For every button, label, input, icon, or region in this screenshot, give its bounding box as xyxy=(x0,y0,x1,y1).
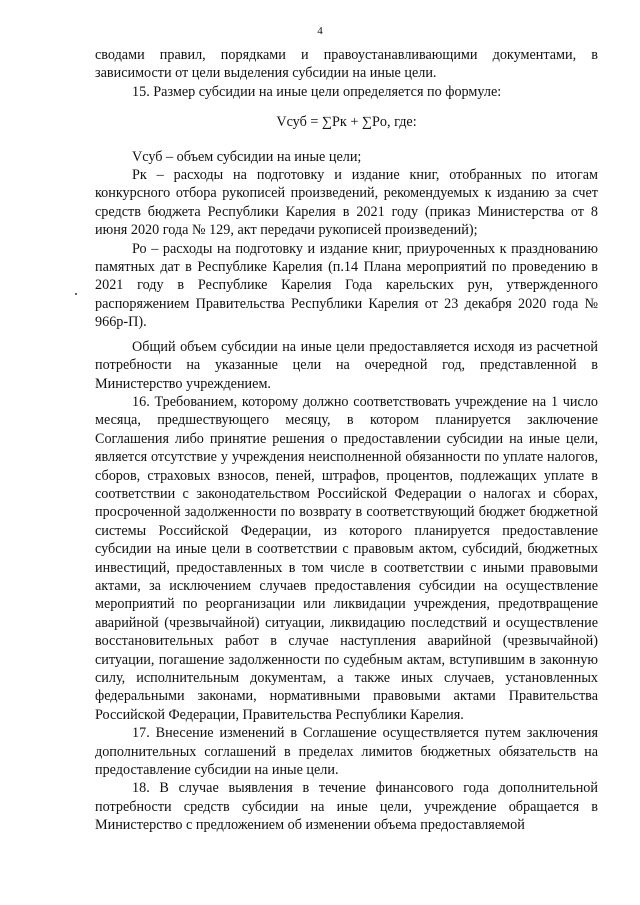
definition-ro: Ро – расходы на подготовку и издание книг, приуроченных к празднованию памятных дат в Республике Карелия (п.14 Плана мероприятий по проведению в 2021 году в Республике Карелия Года карельских рун, утвержденного распоряжением Правительства Республики Карелия от 23 декабря 2020 года № 966р-П). xyxy=(95,240,598,331)
paragraph-continuation: сводами правил, порядками и правоустанавливающими документами, в зависимости от цели выделения субсидии на иные цели. xyxy=(95,47,598,82)
subsidy-formula: Vсуб = ∑Pк + ∑Pо, где: xyxy=(276,114,417,131)
scan-mark xyxy=(75,293,77,295)
definition-rk: Рк – расходы на подготовку и издание книг, отобранных по итогам конкурсного отбора рукописей произведений, рекомендуемых к изданию за счет средств бюджета Республики Карелия в 2021 году (приказ Министерства от 8 июня 2020 года № 129, акт передачи рукописей произведений); xyxy=(95,167,598,239)
paragraph-total-volume: Общий объем субсидии на иные цели предоставляется исходя из расчетной потребности на указанные цели на очередной год, представленной в Министерство учреждением. xyxy=(95,338,598,392)
paragraph-15: 15. Размер субсидии на иные цели определяется по формуле: xyxy=(132,83,502,100)
paragraph-18: 18. В случае выявления в течение финансового года дополнительной потребности средств субсидии на иные цели, учреждение обращается в Министерство с предложением об изменении объема предоставляемой xyxy=(95,780,598,834)
document-body xyxy=(95,46,598,835)
page-number: 4 xyxy=(317,25,323,37)
definition-vsub: Vсуб – объем субсидии на иные цели; xyxy=(132,148,362,165)
paragraph-16: 16. Требованием, которому должно соответствовать учреждение на 1 число месяца, предшествующего месяцу, в котором планируется заключение Соглашения либо принятие решения о предоставлении субсидии на иные цели, является отсутствие у учреждения неисполненной обязанности по уплате налогов, сборов, страховых взносов, пеней, штрафов, процентов, подлежащих уплате в соответствии с законодательством Российской Федерации о налогах и сборах, просроченной задолженности по возврату в соответствующий бюджет бюджетной системы Российской Федерации, из которого планируется предоставление субсидии на иные цели в соответствии с правовым актом, субсидий, бюджетных инвестиций, предоставленных в том числе в соответствии с иными правовыми актами, за исключением случаев предоставления субсидии на осуществление мероприятий по реорганизации или ликвидации учреждения, предотвращение аварийной (чрезвычайной) ситуации, ликвидацию последствий и осуществление восстановительных работ в случае наступления аварийной (чрезвычайной) ситуации, погашение задолженности по судебным актам, вступившим в законную силу, исполнительным документам, а также иных случаев, установленных федеральными законами, нормативными правовыми актами Правительства Российской Федерации, Правительства Республики Карелия. xyxy=(95,393,598,723)
paragraph-17: 17. Внесение изменений в Соглашение осуществляется путем заключения дополнительных соглашений в пределах лимитов бюджетных обязательств на предоставление субсидии на иные цели. xyxy=(95,725,598,779)
